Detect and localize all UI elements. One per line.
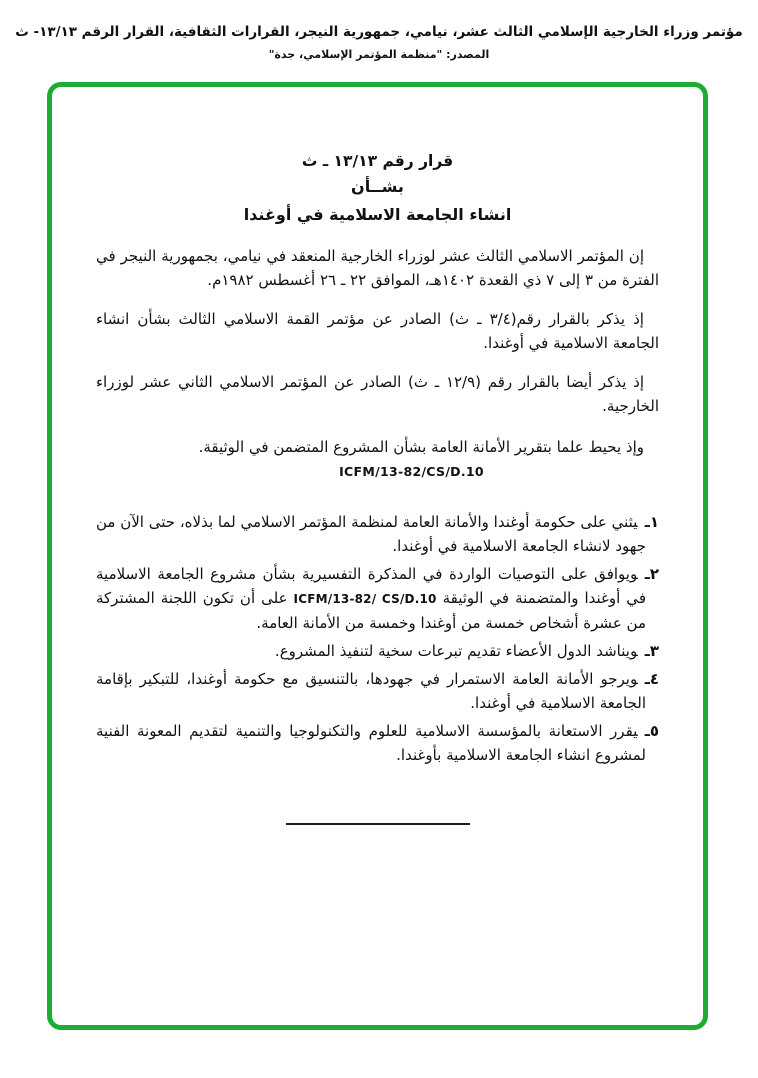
list-item-number: ١ـ (644, 513, 659, 531)
list-item (96, 719, 659, 767)
list-item (96, 667, 659, 715)
list-item (96, 639, 659, 663)
resolution-title-block (96, 149, 659, 229)
preamble-paragraph: إذ يذكر بالقرار رقم(٣/٤ ـ ث) الصادر عن مؤتمر القمة الاسلامي الثالث بشأن انشاء الجامعة الاسلامية في أوغندا. (96, 310, 659, 352)
document-header (0, 24, 758, 61)
resolution-number-title: قرار رقم ١٣/١٣ ـ ث (301, 152, 454, 170)
list-item-text: ويوافق على التوصيات الواردة في المذكرة التفسيرية بشأن مشروع الجامعة الاسلامية في أوغندا والمتضمنة في الوثيقة (96, 565, 646, 607)
list-item-text: ويرجو الأمانة العامة الاستمرار في جهودها، بالتنسيق مع حكومة أوغندا، للتبكير بإقامة الجامعة الاسلامية في أوغندا. (96, 670, 646, 712)
preamble-paragraph: إذ يذكر أيضا بالقرار رقم (١٢/٩ ـ ث) الصادر عن المؤتمر الاسلامي الثاني عشر لوزراء الخارجية. (96, 373, 659, 415)
end-of-text-divider (286, 823, 470, 825)
list-item-number: ٣ـ (644, 642, 659, 660)
list-item-number: ٥ـ (644, 722, 659, 740)
list-item-text: يقرر الاستعانة بالمؤسسة الاسلامية للعلوم والتكنولوجيا والتنمية لتقديم المعونة الفنية لمشروع انشاء الجامعة الاسلامية بأوغندا. (96, 722, 646, 764)
resolution-subject-title: انشاء الجامعة الاسلامية في أوغندا (243, 205, 512, 224)
operative-items-list (96, 510, 659, 767)
list-item-text: على أن تكون اللجنة المشتركة من عشرة أشخاص خمسة من أوغندا وخمسة من الأمانة العامة. (96, 589, 646, 632)
header-source-line: المصدر: "منظمة المؤتمر الإسلامي، جدة" (268, 48, 490, 61)
list-item-text: يثني على حكومة أوغندا والأمانة العامة لمنظمة المؤتمر الاسلامي لما بذلاه، حتى الآن من جهود لانشاء الجامعة الاسلامية في أوغندا. (96, 513, 646, 555)
list-item-number: ٢ـ (644, 565, 659, 583)
inline-document-reference-code: ICFM/13-82/ CS/D.10 (293, 592, 437, 606)
list-item (96, 510, 659, 558)
list-item-number: ٤ـ (644, 670, 659, 688)
list-item (96, 562, 659, 635)
preamble-paragraph: إن المؤتمر الاسلامي الثالث عشر لوزراء الخارجية المنعقد في نيامي، بجمهورية النيجر في الفترة من ٣ إلى ٧ ذي القعدة ١٤٠٢هـ، الموافق ٢٢ ـ ٢٦ أغسطس ١٩٨٢م. (96, 247, 659, 289)
document-reference-code: ICFM/13-82/CS/D.10 (339, 464, 484, 479)
list-item-text: ويناشد الدول الأعضاء تقديم تبرعات سخية لتنفيذ المشروع. (274, 642, 638, 660)
document-reference-line (96, 461, 659, 480)
resolution-frame (47, 82, 708, 1030)
resolution-regarding-label: بشــأن (351, 177, 404, 196)
preamble-paragraph: وإذ يحيط علما بتقرير الأمانة العامة بشأن المشروع المتضمن في الوثيقة. (198, 438, 644, 456)
header-conference-title: مؤتمر وزراء الخارجية الإسلامي الثالث عشر، نيامي، جمهورية النيجر، القرارات الثقافية، القرار الرقم ١٣/١٣- ث (15, 24, 743, 40)
